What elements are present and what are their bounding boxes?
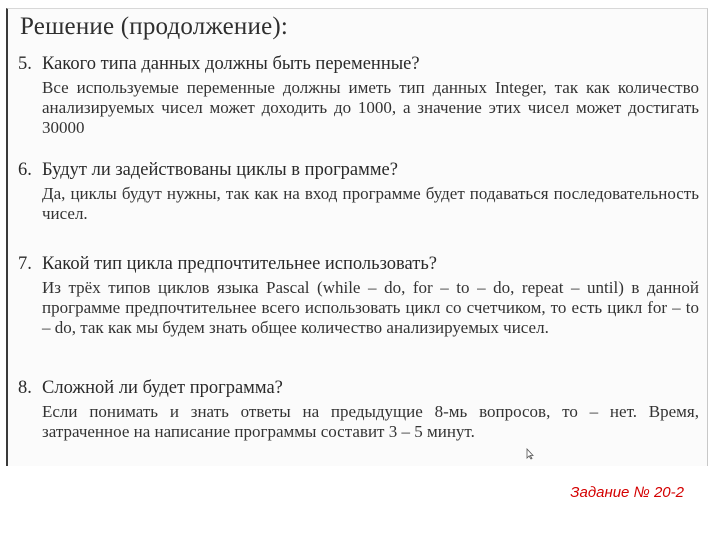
question-text: Какой тип цикла предпочтительнее использовать? xyxy=(42,254,437,274)
question-line xyxy=(18,377,699,399)
answer-text: Из трёх типов циклов языка Pascal (while – do, for – to – do, repeat – until) в данной программе предпочтительнее всего использовать цикл со счетчиком, то есть цикл for – to – do, так как мы будем знать общее количество анализируемых чисел. xyxy=(42,278,699,337)
question-line xyxy=(18,253,699,275)
slide-title: Решение (продолжение): xyxy=(20,13,289,40)
question-text: Сложной ли будет программа? xyxy=(42,378,283,398)
question-number: 6. xyxy=(18,160,32,180)
question-text: Будут ли задействованы циклы в программе? xyxy=(42,160,398,180)
question-block-6 xyxy=(18,159,699,224)
answer-text: Если понимать и знать ответы на предыдущие 8-мь вопросов, то – нет. Время, затраченное на написание программы составит 3 – 5 минут. xyxy=(42,402,699,441)
question-number: 7. xyxy=(18,254,32,274)
question-line xyxy=(18,53,699,75)
question-number: 5. xyxy=(18,54,32,74)
mouse-cursor-icon xyxy=(526,448,534,460)
question-block-5 xyxy=(18,53,699,138)
question-block-7 xyxy=(18,253,699,338)
answer-text: Все используемые переменные должны иметь тип данных Integer, так как количество анализируемых чисел может доходить до 1000, а значение этих чисел может достигать 30000 xyxy=(42,78,699,137)
task-caption: Задание № 20-2 xyxy=(570,484,684,501)
question-text: Какого типа данных должны быть переменные? xyxy=(42,54,420,74)
question-line xyxy=(18,159,699,181)
question-number: 8. xyxy=(18,378,32,398)
slide-frame xyxy=(6,8,708,466)
answer-text: Да, циклы будут нужны, так как на вход программе будет подаваться последовательность чисел. xyxy=(42,184,699,223)
question-block-8 xyxy=(18,377,699,442)
